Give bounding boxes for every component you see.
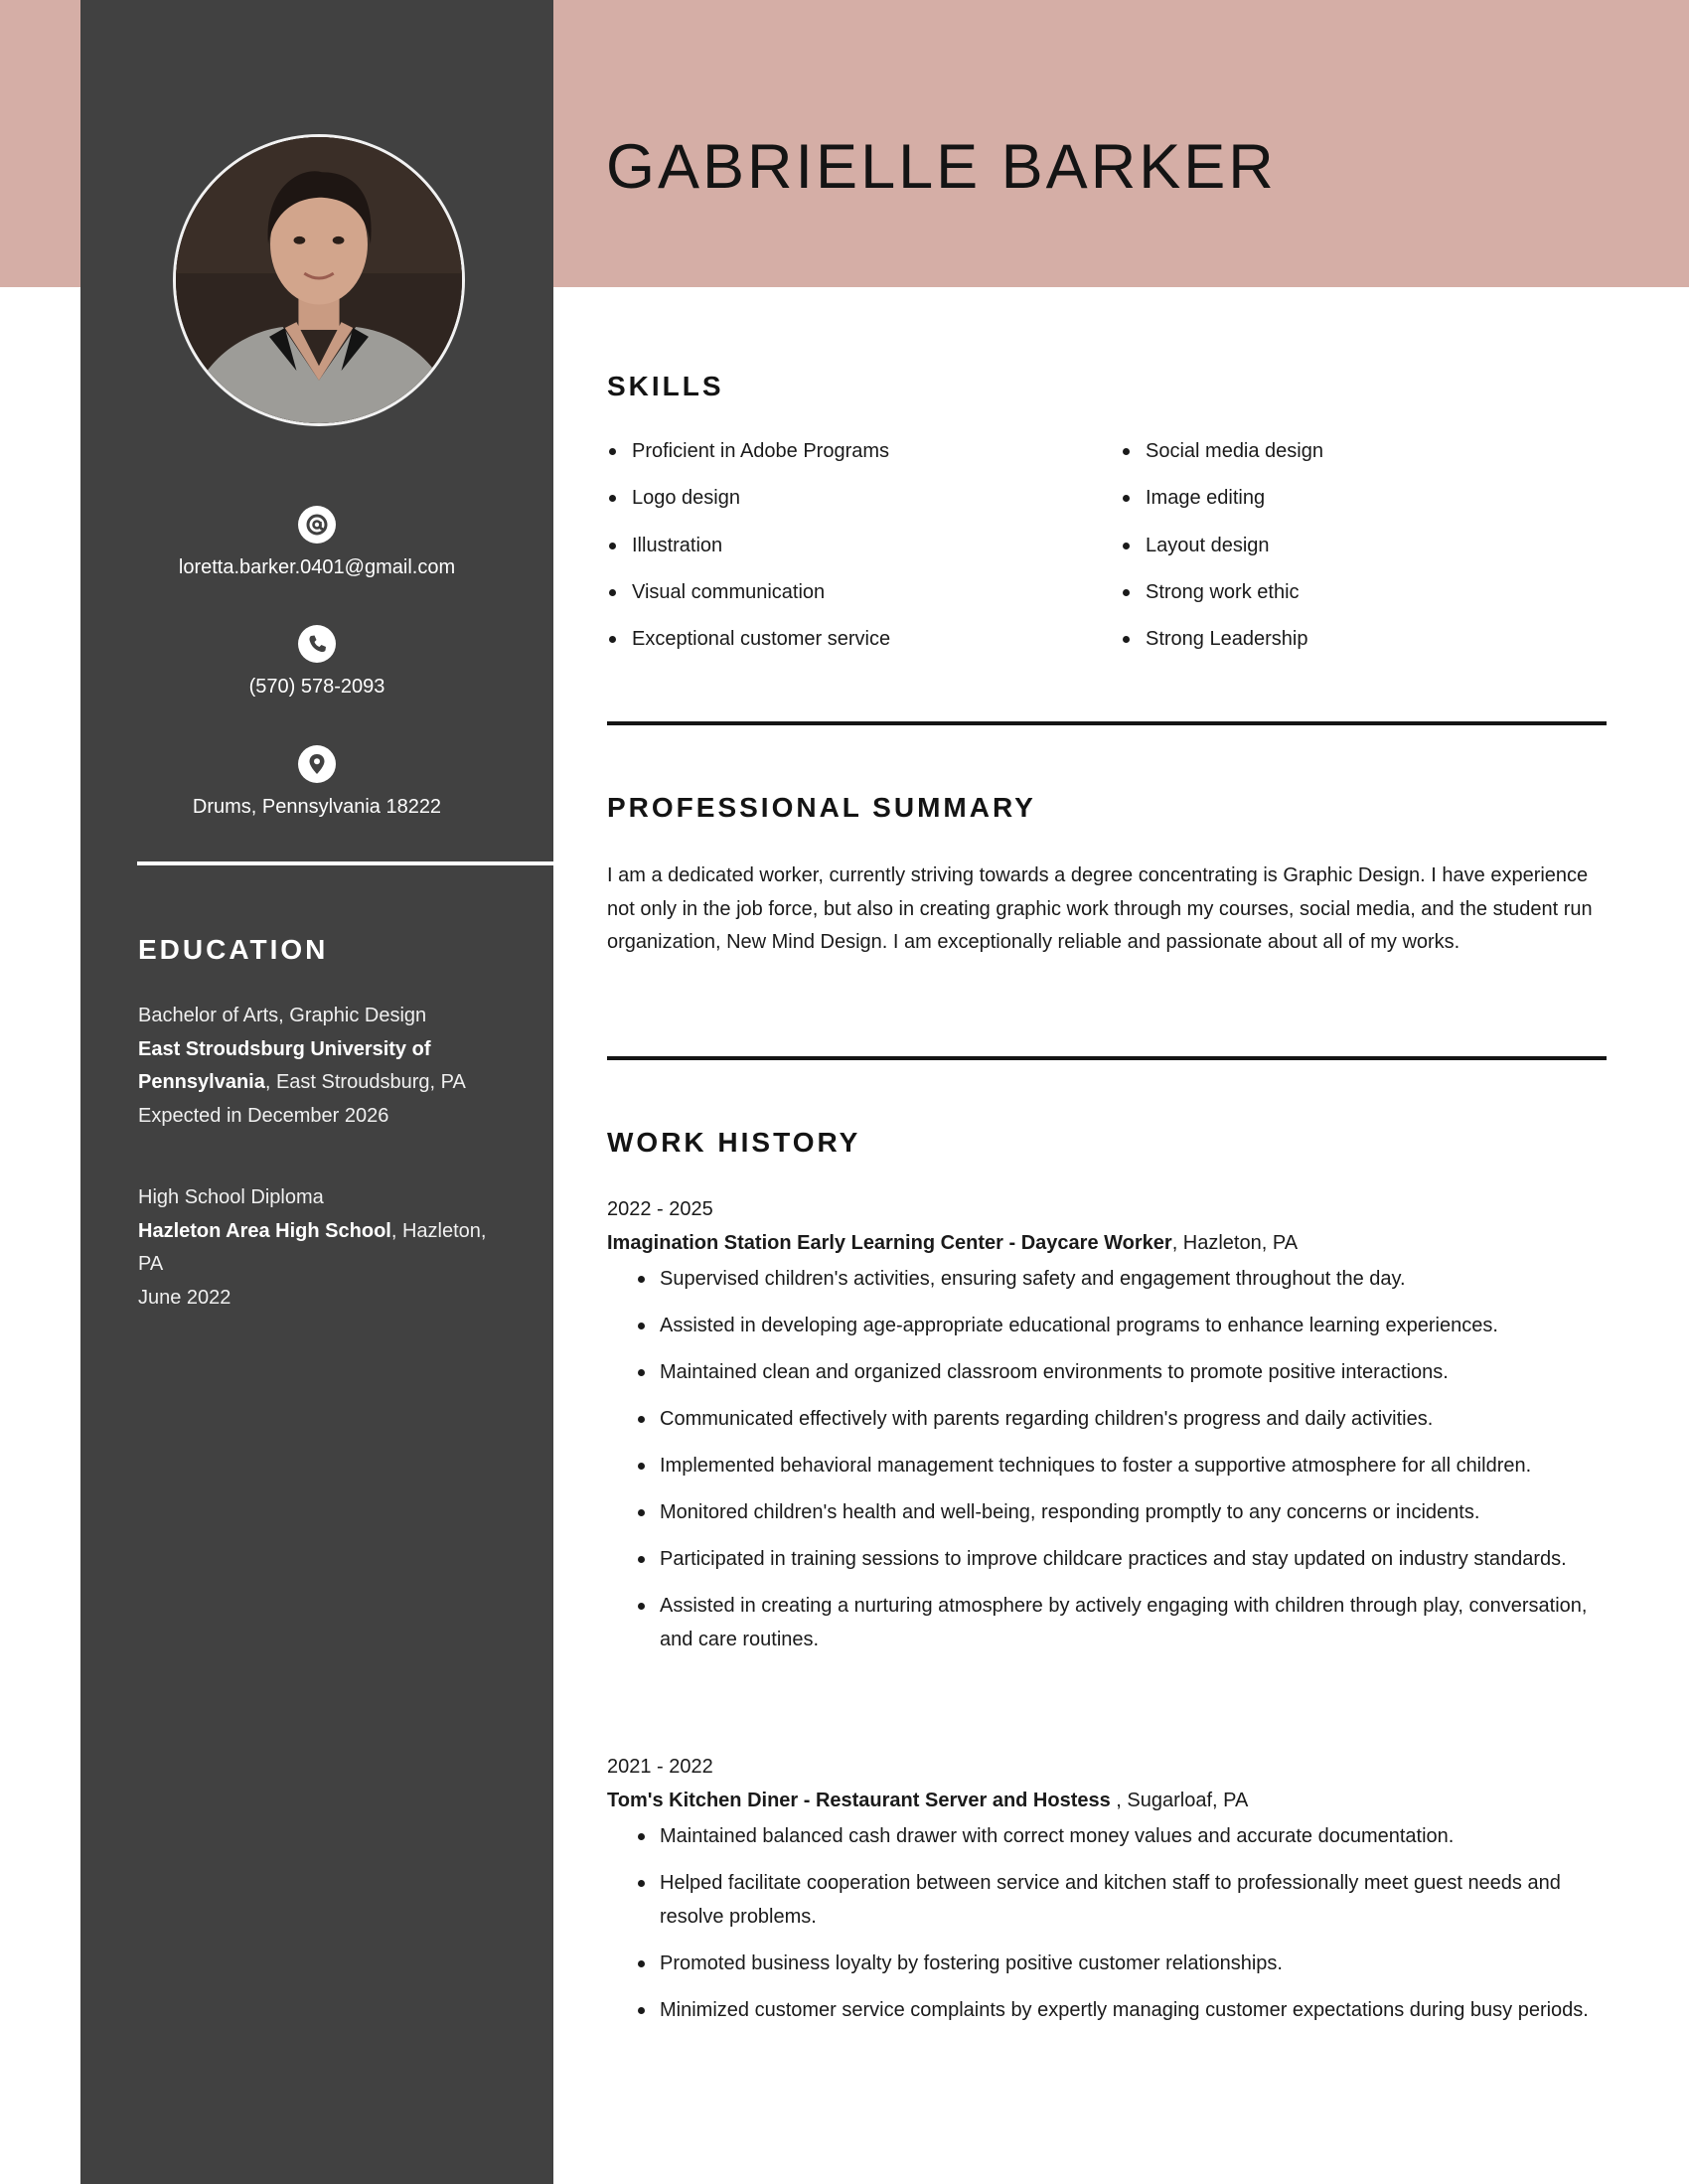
profile-photo bbox=[173, 134, 465, 426]
work-history-heading: WORK HISTORY bbox=[607, 1127, 861, 1158]
summary-heading: PROFESSIONAL SUMMARY bbox=[607, 792, 1036, 823]
job-employer: Imagination Station Early Learning Center bbox=[607, 1231, 1003, 1254]
skill-item: Proficient in Adobe Programs bbox=[607, 437, 1104, 484]
summary-text: I am a dedicated worker, currently striving towards a degree concentrating is Graphic Design. I have experience not only in the job force, but also in creating graphic work through my courses, social media, and the student run organization, New Mind Design. I am exceptionally reliable and passionate about all of my works. bbox=[607, 864, 1593, 953]
job-role: - Restaurant Server and Hostess bbox=[798, 1789, 1111, 1811]
job-bullet: Monitored children's health and well-being, responding promptly to any concerns or incidents. bbox=[607, 1496, 1611, 1530]
skill-item: Visual communication bbox=[607, 578, 1104, 625]
education-heading: EDUCATION bbox=[138, 934, 329, 965]
skill-item: Image editing bbox=[1121, 484, 1598, 531]
education-school-line bbox=[138, 1033, 516, 1100]
map-pin-icon bbox=[298, 745, 336, 783]
education-entry bbox=[138, 1000, 516, 1133]
phone-icon bbox=[298, 625, 336, 663]
job-bullet: Assisted in creating a nurturing atmosphere by actively engaging with children through play, conversation, and care routines. bbox=[607, 1590, 1611, 1656]
job-bullet: Supervised children's activities, ensuring safety and engagement throughout the day. bbox=[607, 1263, 1611, 1297]
job-bullet: Maintained clean and organized classroom environments to promote positive interactions. bbox=[607, 1356, 1611, 1390]
job-title-line bbox=[607, 1785, 1611, 1818]
education-school: East Stroudsburg University of Pennsylvania bbox=[138, 1037, 431, 1093]
job-bullet: Maintained balanced cash drawer with correct money values and accurate documentation. bbox=[607, 1820, 1611, 1854]
education-degree: Bachelor of Arts, Graphic Design bbox=[138, 1005, 427, 1026]
education-degree: High School Diploma bbox=[138, 1186, 324, 1208]
candidate-name: GABRIELLE BARKER bbox=[606, 132, 1277, 202]
job-dates: 2022 - 2025 bbox=[607, 1198, 713, 1220]
job-employer: Tom's Kitchen Diner bbox=[607, 1789, 799, 1811]
job-bullet: Implemented behavioral management techniques to foster a supportive atmosphere for all children. bbox=[607, 1450, 1611, 1483]
education-school-line bbox=[138, 1215, 516, 1282]
job-bullet: Promoted business loyalty by fostering positive customer relationships. bbox=[607, 1948, 1611, 1981]
portrait-illustration bbox=[176, 137, 462, 423]
contact-phone bbox=[80, 625, 553, 699]
email-link[interactable]: loretta.barker.0401@gmail.com bbox=[178, 556, 456, 578]
job-bullet: Communicated effectively with parents regarding children's progress and daily activities. bbox=[607, 1403, 1611, 1437]
job-entry bbox=[607, 1193, 1611, 1670]
skill-item: Social media design bbox=[1121, 437, 1598, 484]
at-sign-icon bbox=[298, 506, 336, 544]
job-bullet: Helped facilitate cooperation between service and kitchen staff to professionally meet guest needs and resolve problems. bbox=[607, 1867, 1611, 1934]
skills-heading: SKILLS bbox=[607, 371, 724, 401]
location-text: Drums, Pennsylvania 18222 bbox=[192, 796, 442, 818]
education-place: , East Stroudsburg, PA bbox=[264, 1071, 466, 1093]
education-entry bbox=[138, 1181, 516, 1315]
section-divider bbox=[607, 1056, 1607, 1060]
job-title-line bbox=[607, 1227, 1611, 1261]
job-location: , Sugarloaf, PA bbox=[1110, 1789, 1249, 1811]
skill-item: Exceptional customer service bbox=[607, 625, 1104, 672]
job-bullet: Participated in training sessions to improve childcare practices and stay updated on industry standards. bbox=[607, 1543, 1611, 1577]
education-school: Hazleton Area High School bbox=[138, 1219, 391, 1242]
job-role: - Daycare Worker bbox=[1002, 1231, 1172, 1254]
education-date: Expected in December 2026 bbox=[138, 1104, 389, 1127]
job-bullets bbox=[607, 1820, 1611, 2027]
job-dates: 2021 - 2022 bbox=[607, 1756, 713, 1778]
skill-item: Logo design bbox=[607, 484, 1104, 531]
phone-number: (570) 578-2093 bbox=[248, 676, 385, 698]
job-bullet: Assisted in developing age-appropriate educational programs to enhance learning experiences. bbox=[607, 1310, 1611, 1343]
job-bullet: Minimized customer service complaints by expertly managing customer expectations during busy periods. bbox=[607, 1994, 1611, 2028]
contact-email bbox=[80, 506, 553, 579]
skill-item: Illustration bbox=[607, 532, 1104, 578]
job-bullets bbox=[607, 1263, 1611, 1656]
skills-list-right bbox=[1121, 437, 1598, 672]
education-place: , Hazleton, PA bbox=[138, 1219, 487, 1275]
education-date: June 2022 bbox=[138, 1286, 231, 1309]
job-entry bbox=[607, 1751, 1611, 2041]
skills-list-left bbox=[607, 437, 1104, 672]
section-divider bbox=[607, 721, 1607, 725]
skill-item: Strong work ethic bbox=[1121, 578, 1598, 625]
skill-item: Strong Leadership bbox=[1121, 625, 1598, 672]
skill-item: Layout design bbox=[1121, 532, 1598, 578]
contact-location bbox=[80, 745, 553, 819]
sidebar-divider bbox=[137, 861, 553, 865]
job-location: , Hazleton, PA bbox=[1171, 1231, 1299, 1254]
